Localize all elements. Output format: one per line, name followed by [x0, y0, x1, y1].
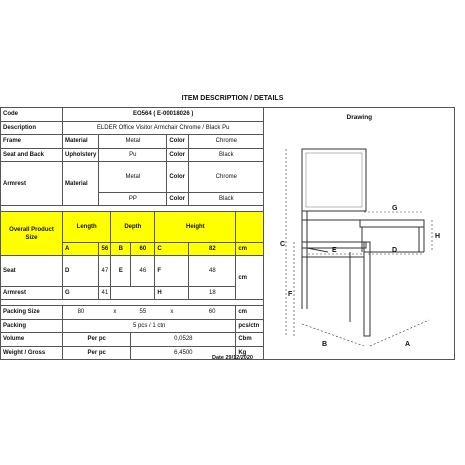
frame-material: Metal: [99, 135, 167, 149]
dim-b-value: 60: [131, 242, 155, 256]
seat-dim-label: Seat: [1, 256, 63, 287]
description-label: Description: [1, 121, 63, 135]
volume-value: 0,0528: [131, 333, 236, 347]
seat-back-color-label: Color: [167, 148, 189, 162]
drawing-cell: [264, 108, 455, 360]
document-date: Date 29/12/2020: [212, 355, 253, 361]
overall-size-label: Overall Product Size: [1, 212, 63, 256]
dim-d-label: D: [63, 256, 99, 287]
armrest-dim-label: Armrest: [1, 286, 63, 300]
dim-h-label: H: [155, 286, 189, 300]
packing-size-label: Packing Size: [1, 306, 63, 320]
frame-color-label: Color: [167, 135, 189, 149]
packing-value: 5 pcs / 1 ctn: [63, 319, 236, 333]
dim-a-value: 56: [99, 242, 111, 256]
dim-a-label: A: [63, 242, 99, 256]
armrest-material-1: Metal: [99, 162, 167, 193]
code-value: EO564 ( E-00018026 ): [63, 108, 264, 122]
armrest-material-label: Material: [63, 162, 99, 206]
packing-label: Packing: [1, 319, 63, 333]
dim-overall-unit: cm: [236, 242, 264, 256]
dim-g-value: 41: [99, 286, 111, 300]
label-c: C: [280, 241, 286, 248]
label-f: F: [288, 291, 293, 298]
armrest-color-label-1: Color: [167, 162, 189, 193]
armrest-material-2: PP: [99, 192, 167, 206]
armrest-color-1: Chrome: [189, 162, 264, 193]
volume-per: Per pc: [63, 333, 131, 347]
volume-label: Volume: [1, 333, 63, 347]
seat-back-label: Seat and Back: [1, 148, 63, 162]
dim-c-value: 82: [189, 242, 236, 256]
dim-f-value: 48: [189, 256, 236, 287]
label-d: D: [392, 247, 398, 254]
header-blank: [236, 212, 264, 243]
dim-unit-2: cm: [236, 256, 264, 300]
dim-c-label: C: [155, 242, 189, 256]
frame-label: Frame: [1, 135, 63, 149]
description-value: ELDER Office Visitor Armchair Chrome / Black Pu: [63, 121, 264, 135]
dim-d-value: 47: [99, 256, 111, 287]
dim-b-label: B: [111, 242, 131, 256]
packing-size-v3: 60: [189, 306, 236, 320]
armchair-drawing: [264, 124, 454, 354]
armrest-dim-blank: [111, 286, 155, 300]
label-a: A: [405, 341, 411, 348]
label-g: G: [392, 205, 398, 212]
label-b: B: [322, 341, 328, 348]
volume-unit: Cbm: [236, 333, 264, 347]
code-label: Code: [1, 108, 63, 122]
seat-back-color: Black: [189, 148, 264, 162]
depth-header: Depth: [111, 212, 155, 243]
dim-e-value: 46: [131, 256, 155, 287]
length-header: Length: [63, 212, 111, 243]
weight-value: 6,4500: [131, 346, 236, 360]
packing-size-x2: x: [155, 306, 189, 320]
dim-e-label: E: [111, 256, 131, 287]
spec-table: [0, 107, 455, 360]
sheet-title: ITEM DESCRIPTION / DETAILS: [181, 95, 284, 102]
packing-size-x1: x: [99, 306, 131, 320]
packing-size-v1: 80: [63, 306, 99, 320]
weight-per: Per pc: [63, 346, 131, 360]
dim-line-b: [302, 324, 364, 346]
frame-color: Chrome: [189, 135, 264, 149]
seat-back-material: Pu: [99, 148, 167, 162]
dim-h-value: 18: [189, 286, 236, 300]
weight-label: Weight / Gross: [1, 346, 63, 360]
height-header: Height: [155, 212, 236, 243]
dim-g-label: G: [63, 286, 99, 300]
seat-back-upholstery-label: Upholstery: [63, 148, 99, 162]
packing-size-unit: cm: [236, 306, 264, 320]
armrest-color-2: Black: [189, 192, 264, 206]
packing-size-v2: 55: [131, 306, 155, 320]
label-h: H: [435, 233, 441, 240]
backrest-shape: [302, 149, 366, 211]
dim-line-a: [370, 320, 429, 346]
frame-material-label: Material: [63, 135, 99, 149]
dim-f-label: F: [155, 256, 189, 287]
spec-sheet: [0, 92, 465, 372]
label-e: E: [332, 247, 338, 254]
weight-unit: Kg: [236, 346, 264, 360]
armrest-label: Armrest: [1, 162, 63, 206]
packing-unit: pcs/ctn: [236, 319, 264, 333]
armrest-color-label-2: Color: [167, 192, 189, 206]
drawing-title: Drawing: [346, 114, 373, 121]
